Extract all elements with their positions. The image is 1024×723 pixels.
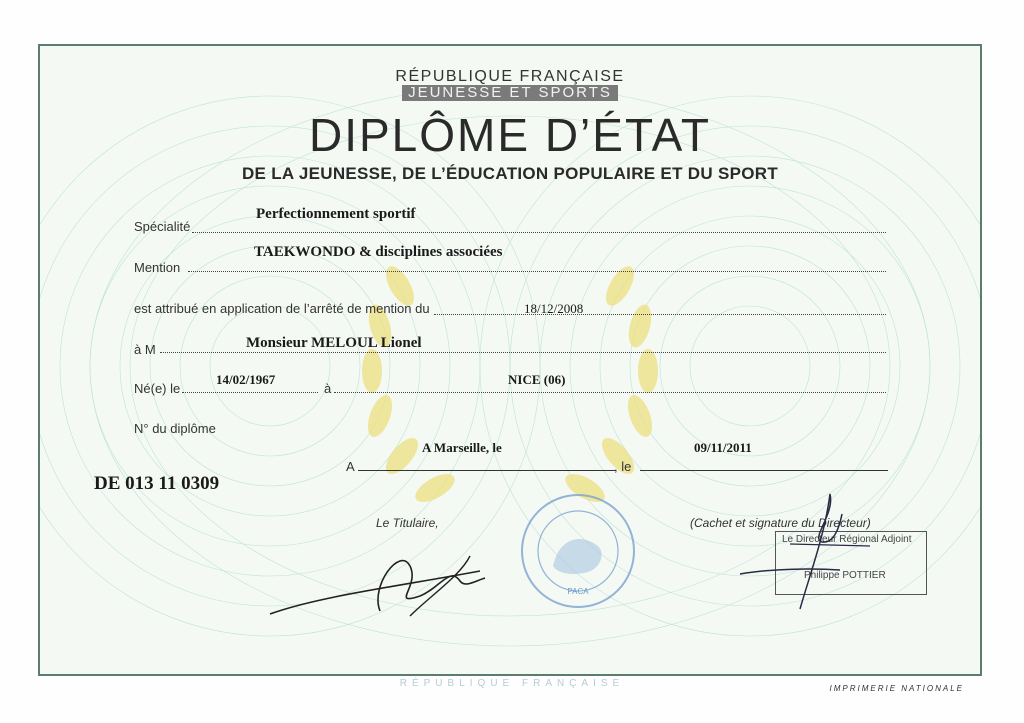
director-label: (Cachet et signature du Directeur) bbox=[690, 516, 871, 530]
birthplace-dotted-line bbox=[334, 392, 886, 393]
ministry-label: JEUNESSE ET SPORTS bbox=[402, 85, 618, 101]
ministry-banner bbox=[40, 84, 980, 102]
birthplace-label: à bbox=[324, 381, 332, 396]
birthplace-value: NICE (06) bbox=[508, 372, 566, 387]
diploma-number-value: DE 013 11 0309 bbox=[94, 473, 220, 494]
director-stamp-title: Le Directeur Régional Adjoint bbox=[782, 534, 912, 545]
arrete-label: est attribué en application de l’arrêté de mention du bbox=[134, 301, 430, 316]
arrete-dotted-line bbox=[434, 314, 886, 315]
birthdate-value: 14/02/1967 bbox=[216, 372, 276, 387]
specialite-dotted-line bbox=[192, 232, 886, 233]
director-signature bbox=[730, 484, 890, 614]
place-prefix: A bbox=[346, 459, 355, 474]
specialite-label: Spécialité bbox=[134, 219, 191, 234]
mention-value: TAEKWONDO & disciplines associées bbox=[254, 244, 503, 260]
place-line bbox=[358, 470, 616, 471]
am-dotted-line bbox=[160, 352, 886, 353]
mention-label: Mention bbox=[134, 260, 181, 275]
imprimerie-nationale-label: IMPRIMERIE NATIONALE bbox=[829, 684, 964, 693]
issue-date-value: 09/11/2011 bbox=[694, 440, 752, 455]
republique-francaise-heading: RÉPUBLIQUE FRANÇAISE bbox=[395, 68, 625, 85]
seal-bottom-text: PACA bbox=[567, 587, 589, 596]
diploma-number-label: N° du diplôme bbox=[134, 421, 216, 436]
director-stamp-name: Philippe POTTIER bbox=[804, 570, 886, 581]
holder-name-value: Monsieur MELOUL Lionel bbox=[246, 335, 422, 351]
diploma-subtitle: DE LA JEUNESSE, DE L’ÉDUCATION POPULAIRE ET DU SPORT bbox=[241, 164, 779, 183]
diploma-title: DIPLÔME D’ÉTAT bbox=[309, 109, 711, 161]
mention-dotted-line bbox=[188, 271, 886, 272]
birthdate-dotted-line bbox=[182, 392, 318, 393]
specialite-value: Perfectionnement sportif bbox=[256, 206, 416, 222]
date-prefix: , le bbox=[614, 459, 632, 474]
date-line bbox=[640, 470, 888, 471]
footer-republique: RÉPUBLIQUE FRANÇAISE bbox=[399, 678, 625, 689]
holder-signature bbox=[260, 526, 500, 626]
official-seal-stamp bbox=[518, 486, 638, 616]
am-label: à M bbox=[134, 342, 156, 357]
titulaire-label: Le Titulaire, bbox=[376, 516, 439, 530]
place-value: A Marseille, le bbox=[422, 440, 502, 455]
arrete-date-value: 18/12/2008 bbox=[524, 301, 584, 316]
birthdate-label: Né(e) le bbox=[134, 381, 181, 396]
diploma-frame bbox=[38, 44, 982, 676]
